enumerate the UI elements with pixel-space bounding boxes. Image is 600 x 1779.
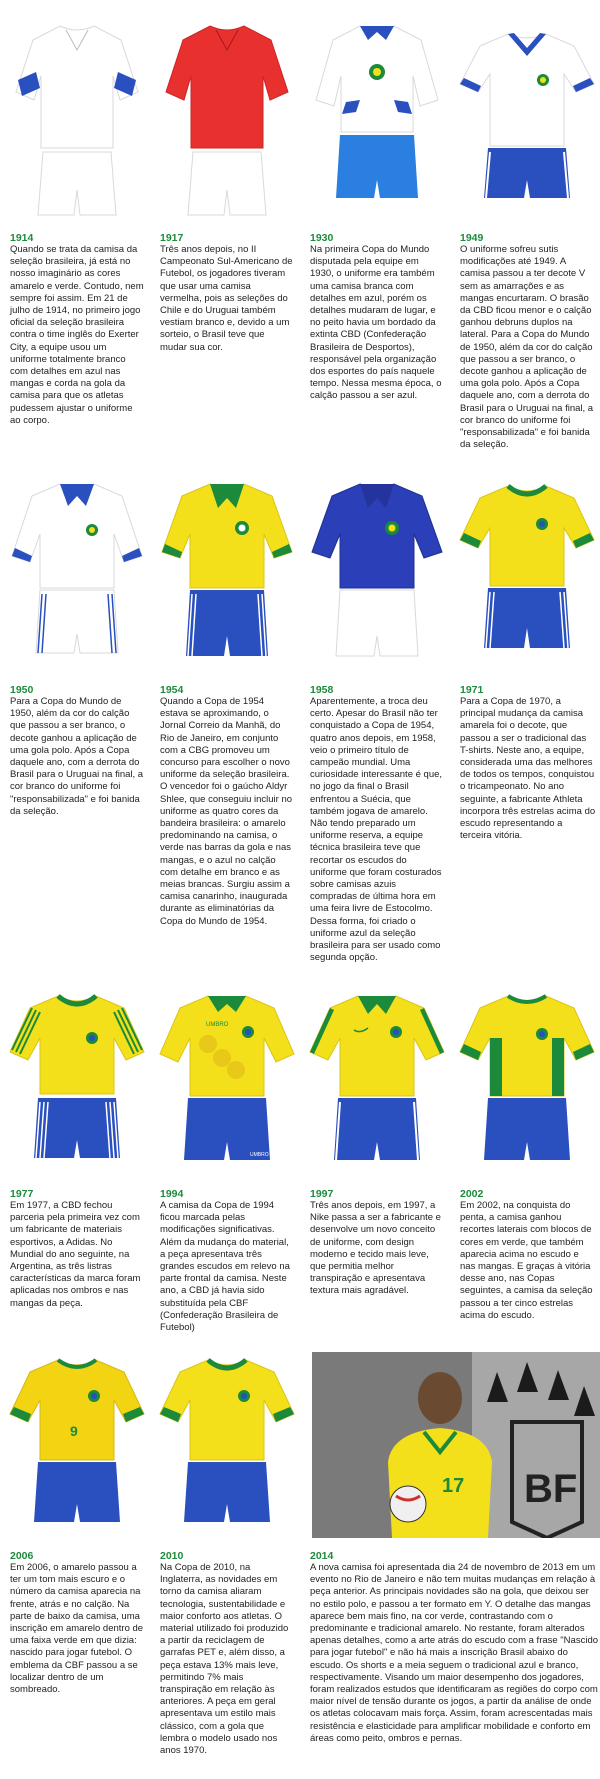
kit-year: 2002 <box>460 1188 484 1200</box>
kit-2006-illustration <box>8 1356 146 1556</box>
umbro-logo: UMBRO <box>206 1022 229 1028</box>
kit-description: Em 1977, a CBD fechou parceria pela primeira vez com um fabricante de materiais esportivos, a Adidas. No Mundial do ano seguinte, na Argentina, as três listras características da marca foram aplicadas nos ombros e nas mangas da peça. <box>10 1200 141 1309</box>
kit-description: A camisa da Copa de 1994 ficou marcada pelas modificações significativas. Além da mudança do material, a peça apresentava três grandes escudos em relevo na parte frontal da camisa. Neste ano, a CBD já havia sido substituída pela CBF (Confederação Brasileira de Futebol) <box>160 1200 290 1334</box>
kit-1950-illustration <box>8 478 146 678</box>
kit-1954-illustration <box>158 478 296 678</box>
kit-year-2014: 2014 <box>310 1550 334 1562</box>
kit-1949-illustration <box>458 20 596 220</box>
kit-description: Para a Copa do Mundo de 1950, além da cor do calção que passou a ser branco, o decote ganhou a aplicação de uma gola polo. Após a Copa daquele ano, com a derrota do Brasil para o Uruguai na final, a cor branco do uniforme foi "responsabilizada" e foi banida da seleção. <box>10 696 144 817</box>
kit-description: Na Copa de 2010, na Inglaterra, as novidades em torno da camisa aliaram tecnologia, sustentabilidade e maior conforto aos atletas. O material utilizado foi produzido a partir da reciclagem de garrafas PET e, além disso, a peça estava 13% mais leve, permitindo 7% mais transpiração em relação às anteriores. A peça em geral apresentava um estilo mais clássico, com a gola que lembra o modelo usado nos anos 1970. <box>160 1562 289 1757</box>
kit-1971-illustration <box>458 478 596 678</box>
player-number: 17 <box>442 1475 465 1497</box>
crest-text: BF <box>524 1467 578 1511</box>
kit-1914-illustration <box>8 20 146 220</box>
kit-1930-illustration <box>308 20 446 220</box>
kit-description: Na primeira Copa do Mundo disputada pela equipe em 1930, o uniforme era também uma camisa branca com detalhes em azul, porém os detalhes mudaram de lugar, e no peito havia um bordado da extinta CBD (Confederação Brasileira de Desportos), responsável pela organização dos esportes do país naquele tempo. Nessa mesma época, o calção passou a ser azul. <box>310 244 442 402</box>
kit-description: Três anos depois, no II Campeonato Sul-Americano de Futebol, os jogadores tiveram que usar uma camisa vermelha, pois as seleções do Chile e do Uruguai também vestiam branco e, devido a um sorteio, o Brasil teve que mudar sua cor. <box>160 244 293 353</box>
kit-1994-illustration <box>158 992 296 1192</box>
kit-description: O uniforme sofreu sutis modificações até 1949. A camisa passou a ter decote V sem as amarrações e as mangas encurtaram. O brasão da CBD ficou menor e o calção ganhou debruns duplos na lateral. Para a Copa do Mundo de 1950, além da cor do calção que passou a ser branco, o decote ganhou a aplicação de uma gola polo. Após a Copa daquele ano, com a derrota do Brasil para o Uruguai na final, a cor branco do uniforme foi "responsabilizada" e foi banida da seleção. <box>460 244 594 451</box>
kit-2010-illustration <box>158 1356 296 1556</box>
kit-year: 1949 <box>460 232 484 244</box>
kit-year: 1977 <box>10 1188 34 1200</box>
umbro-logo: UMBRO <box>250 1152 269 1158</box>
kit-year: 1930 <box>310 232 334 244</box>
kit-year: 2010 <box>160 1550 184 1562</box>
kit-description: Quando a Copa de 1954 estava se aproximando, o Jornal Correio da Manhã, do Rio de Janeiro, em conjunto com a CBG promoveu um concurso para escolher o novo uniforme da seleção brasileira. O vencedor foi o gaúcho Aldyr Shlee, que conseguiu incluir no uniforme as quatro cores da bandeira brasileira: o amarelo predominando na camisa, o verde nas barras da gola e nas mangas, e o azul no calção com detalhe em branco e as meias brancas. Surgiu assim a camisa canarinho, inaugurada durante as eliminatórias da Copa do Mundo de 1954. <box>160 696 293 927</box>
player-photo-2014 <box>312 1352 600 1538</box>
kit-description: Em 2006, o amarelo passou a ter um tom mais escuro e o número da camisa aparecia na frente, atrás e no calção. Na parte de baixo da camisa, uma inscrição em amarelo dentro de uma faixa verde em que dizia: nascido para jogar futebol. O emblema da CBF passou a se localizar dentro de um sombreado. <box>10 1562 144 1696</box>
kit-1997-illustration <box>308 992 446 1192</box>
kit-description: Em 2002, na conquista do penta, a camisa ganhou recortes laterais com blocos de cores em verde, que também aparecia acima no escudo e nas mangas. E graças à vitória desse ano, nas Copas seguintes, a camisa da seleção passou a ter cinco estrelas acima do escudo. <box>460 1200 593 1321</box>
kit-1977-illustration <box>8 992 146 1192</box>
kit-1958-illustration <box>308 478 446 678</box>
kit-description: Aparentemente, a troca deu certo. Apesar do Brasil não ter conquistado a Copa de 1954, quatro anos depois, em 1958, veio o primeiro título de campeão mundial. Uma curiosidade interessante é que, no jogo da final o Brasil enfrentou a Suécia, que também jogava de amarelo. Não tendo preparado um uniforme reserva, a equipe técnica brasileira teve que recortar os escudos do uniforme que foram costurados sobre camisas azuis compradas de última hora em uma feira livre de Estocolmo. Dessa forma, foi criado o uniforme azul da seleção brasileira para ser usado como segunda opção. <box>310 696 443 964</box>
kit-year: 1954 <box>160 684 184 696</box>
kit-year: 1917 <box>160 232 184 244</box>
kit-description: Três anos depois, em 1997, a Nike passa a ser a fabricante e desenvolve um novo conceito de uniforme, com design moderno e tecido mais leve, que permitia melhor transpiração e apresentava textura mais agradável. <box>310 1200 441 1297</box>
kit-year: 1994 <box>160 1188 184 1200</box>
svg-text:9: 9 <box>70 1423 78 1439</box>
player-photo-illustration <box>312 1352 600 1538</box>
kit-1917-illustration <box>158 20 296 220</box>
kit-year: 1997 <box>310 1188 334 1200</box>
kit-year: 1914 <box>10 232 34 244</box>
kit-year: 2006 <box>10 1550 34 1562</box>
kit-year: 1971 <box>460 684 484 696</box>
kit-year: 1958 <box>310 684 334 696</box>
kit-description-2014: A nova camisa foi apresentada dia 24 de novembro de 2013 em um evento no Rio de Janeiro e não tem muitas mudanças em relação à peça anterior. As principais novidades são na gola, que deixou ser no estilo polo, e passou a ter formato em Y. O detalhe das mangas aparece bem mais fino, na cor verde, contrastando com o predominante e tradicional amarelo. No restante, foram alterados apenas detalhes, como a arte atrás do escudo com a frase "Nascido para jogar futebol" e não há mais a inscrição Brasil abaixo do escudo. Os shorts e a meia seguem o tradicional azul e branco, respectivamente. Visando um maior desempenho dos jogadores, foram realizados estudos que identificaram as regiões do corpo com maior nível de tensão durante os jogos, a partir da análise de onde os atletas colocavam mais força. Assim, foram acrescentadas mais resistência e elasticidade para amplificar mobilidade e conforto em áreas como peito, ombros e pernas. <box>310 1562 599 1744</box>
kit-2002-illustration <box>458 992 596 1192</box>
kit-year: 1950 <box>10 684 34 696</box>
kit-description: Para a Copa de 1970, a principal mudança da camisa amarela foi o decote, que passou a ser o tradicional das T-shirts. Neste ano, a equipe, considerada uma das melhores de todos os tempos, conquistou o tricampeonato. No ano seguinte, a fabricante Athleta incorpora três estrelas acima do escudo representando a terceira vitória. <box>460 696 596 842</box>
kit-description: Quando se trata da camisa da seleção brasileira, já está no nosso imaginário as cores amarelo e verde. Contudo, nem sempre foi assim. Em 21 de julho de 1914, no primeiro jogo oficial da seleção brasileira contra o time inglês do Exerter City, a equipe usou um uniforme totalmente branco com detalhes em azul nas mangas e corda na gola da camisa para que os atletas pudessem ajustar o uniforme ao corpo. <box>10 244 144 426</box>
